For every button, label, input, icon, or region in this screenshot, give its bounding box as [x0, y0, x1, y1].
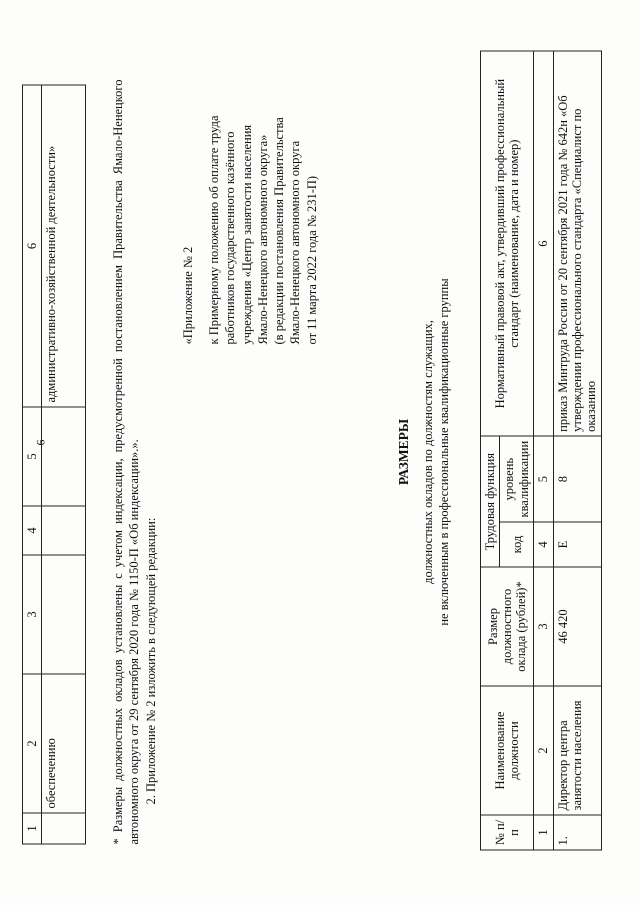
row-legal-act: приказ Минтруда России от 20 сентября 2021 года № 642н «Об утверждении профессионального стандарта «Специалист по оказанию [553, 51, 601, 436]
salary-table [480, 51, 602, 851]
row-code: Е [553, 522, 601, 567]
row-number: 1. [553, 815, 601, 850]
appendix-line: Ямало-Ненецкого автономного округа [288, 140, 303, 345]
cell-5 [42, 407, 86, 506]
cell-3 [42, 555, 86, 674]
header-code: код [500, 522, 534, 567]
colnum-1: 1 [534, 815, 553, 850]
colnum-5: 5 [534, 436, 553, 522]
colnum-2: 2 [534, 686, 553, 815]
header-position: Наименование должности [481, 686, 534, 815]
appendix-line: учреждения «Центр занятости населения [239, 124, 254, 345]
item-2-text: 2. Приложение № 2 изложить в следующей редакции: [144, 517, 158, 805]
header-labor-function: Трудовая функция [481, 436, 500, 567]
col-2-header: 2 [23, 674, 42, 813]
column-number-row [534, 51, 553, 850]
table-row [42, 85, 86, 844]
row-salary: 46 420 [553, 567, 601, 686]
cell-2: обеспечению [42, 674, 86, 813]
colnum-3: 3 [534, 567, 553, 686]
col-3-header: 3 [23, 555, 42, 674]
appendix-line: к Примерному положению об оплате труда [207, 115, 221, 345]
footnote-text: * Размеры должностных окладов установлены с учетом индексации, предусмотренной постановлением Правительства Ямало-Ненецкого автономного округа от 29 сентября 2020 года № 1150-П «Об индексации».». [111, 79, 142, 845]
page-number: 6 [33, 439, 48, 446]
appendix-reference [206, 15, 320, 345]
subheading-line: не включенным в профессиональные квалификационные группы [437, 278, 452, 626]
colnum-6: 6 [534, 51, 553, 436]
document-heading: РАЗМЕРЫ [396, 418, 411, 486]
row-level: 8 [553, 436, 601, 522]
row-position: Директор центра занятости населения [553, 686, 601, 815]
col-6-header: 6 [23, 85, 42, 407]
cell-6: административно-хозяйственной деятельности» [42, 85, 86, 407]
appendix-line: Ямало-Ненецкого автономного округа» [255, 134, 270, 345]
cell-1 [42, 813, 86, 844]
cell-4 [42, 506, 86, 555]
appendix-line: от 11 марта 2022 года № 231-П) [304, 175, 319, 345]
continuation-table [22, 85, 86, 845]
subheading-line: должностных окладов по должностям служащих, [421, 320, 435, 584]
table-header-row [481, 51, 500, 850]
header-legal-act: Нормативный правовой акт, утвердивший профессиональный стандарт (наименование, дата и номер) [481, 51, 534, 436]
header-level: уровень квалификации [500, 436, 534, 522]
table-header-row [23, 85, 42, 844]
document-subheading [420, 0, 453, 905]
table-row [553, 51, 601, 850]
colnum-4: 4 [534, 522, 553, 567]
appendix-line: работников государственного казённого [223, 131, 238, 345]
header-number: № п/п [481, 815, 534, 850]
appendix-label: «Приложение № 2 [181, 246, 195, 345]
col-4-header: 4 [23, 506, 42, 555]
col-5-header: 5 [23, 407, 42, 506]
header-salary: Размер должностного оклада (рублей)* [481, 567, 534, 686]
appendix-line: (в редакции постановления Правительства [272, 117, 286, 345]
col-1-header: 1 [23, 813, 42, 844]
